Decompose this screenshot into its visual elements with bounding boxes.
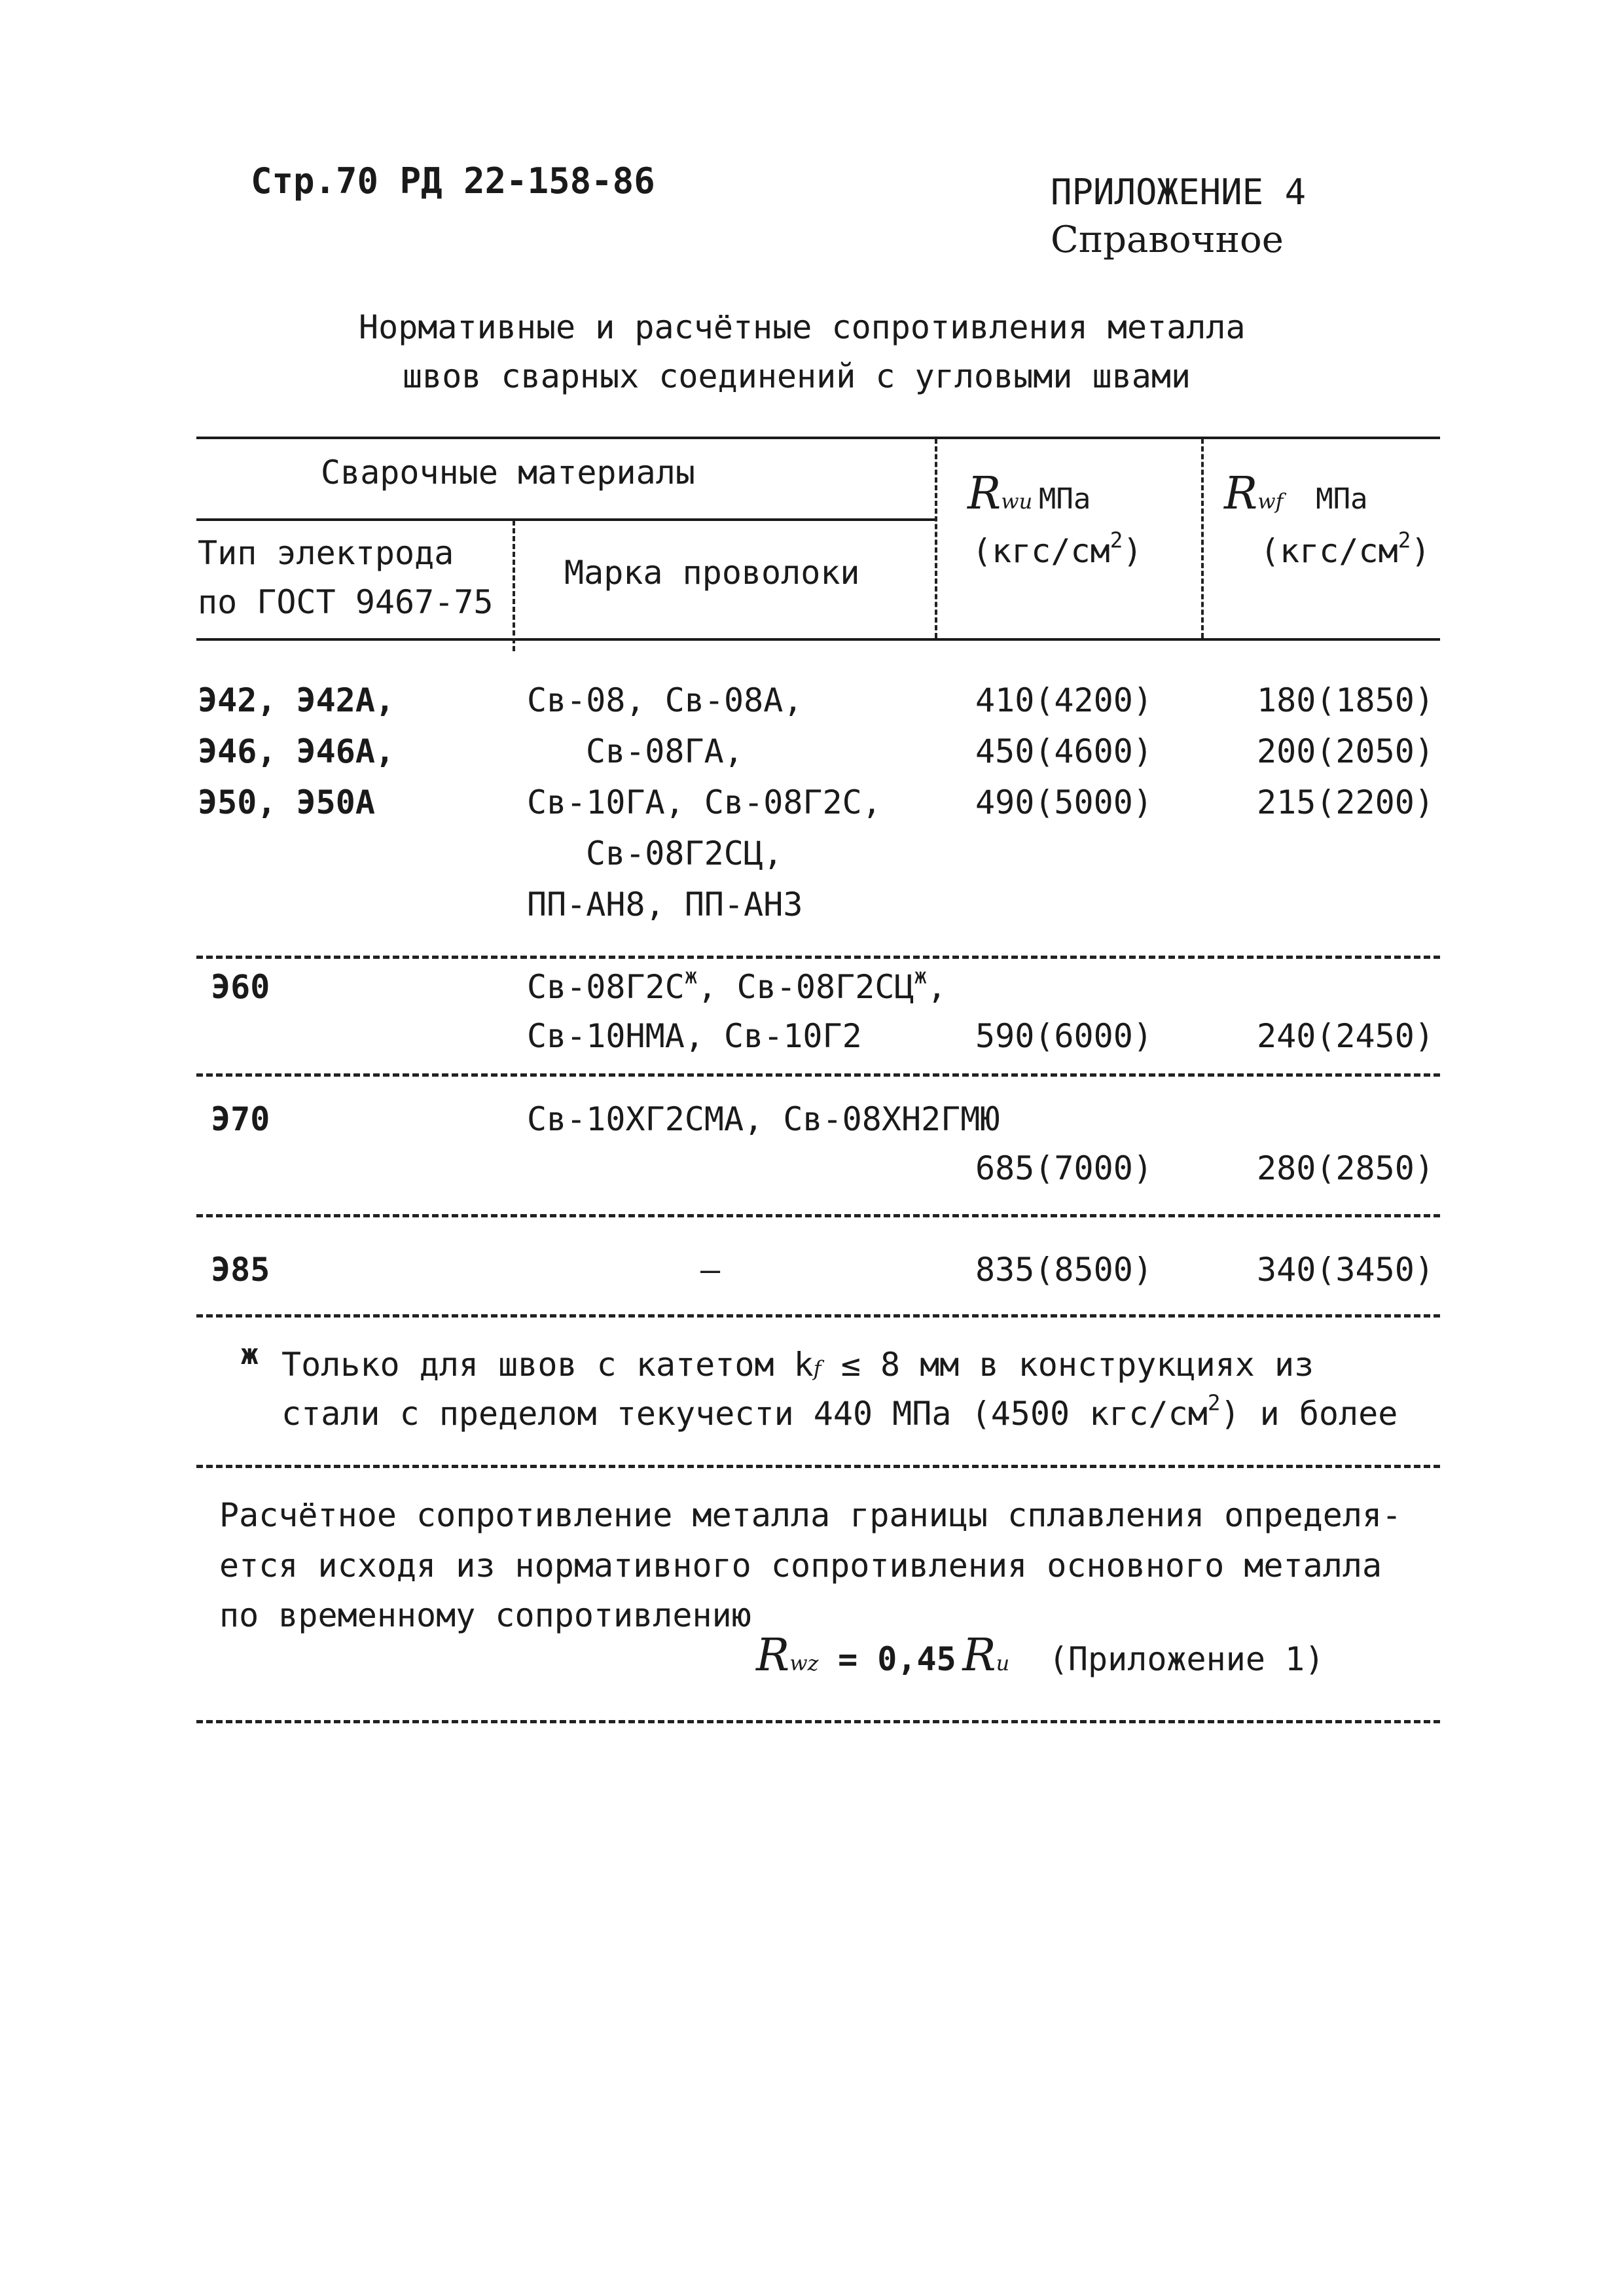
footnote-line-2: стали с пределом текучести 440 МПа (4500 кгс/$см^2$) и более xyxy=(281,1390,1398,1433)
rwu-cell: 835(8500) xyxy=(975,1251,1153,1289)
note-line-2: ется исходя из нормативного сопротивления основного металла xyxy=(219,1547,1382,1585)
group-header: Сварочные материалы xyxy=(321,454,695,492)
formula: Rwz = 0,45 Ru (Приложение 1) xyxy=(756,1630,1325,1681)
col-electrode-header-1: Тип электрода xyxy=(198,534,454,572)
wire-cell: Св-10НМА, Св-10Г2 xyxy=(527,1017,862,1055)
electrode-cell: Э70 xyxy=(211,1100,270,1138)
rwu-cell: 685(7000) xyxy=(975,1149,1153,1187)
footnote-divider xyxy=(196,1465,1440,1468)
note-line-1: Расчётное сопротивление металла границы сплавления определя- xyxy=(219,1496,1402,1534)
wire-cell: Св-08, Св-08А, xyxy=(527,681,803,719)
rwf-cell: 180(1850) xyxy=(1257,681,1434,719)
wire-cell: Св-10ХГ2СМА, Св-08ХН2ГМЮ xyxy=(527,1100,1000,1138)
appendix-label: ПРИЛОЖЕНИЕ 4 xyxy=(1051,171,1307,213)
footnote-mark: ж xyxy=(241,1338,259,1371)
wire-cell: — xyxy=(700,1251,721,1289)
wire-cell: Св-08Г2СЦ, xyxy=(586,834,784,872)
appendix-type: Справочное xyxy=(1051,219,1284,261)
footnote-mark: ж xyxy=(684,963,698,989)
col-separator-3 xyxy=(1201,439,1204,638)
electrode-cell: Э50, Э50А xyxy=(198,783,375,821)
table-top-rule xyxy=(196,437,1440,439)
title-line-1: Нормативные и расчётные сопротивления металла xyxy=(359,308,1246,346)
rwf-cell: 215(2200) xyxy=(1257,783,1434,821)
group-header-rule xyxy=(196,518,936,521)
footnote-mark: ж xyxy=(914,963,928,989)
col-rwu-unit: $(кгс/см^2)$ xyxy=(972,528,1143,570)
row-divider xyxy=(196,1314,1440,1318)
col-separator-2 xyxy=(935,439,937,638)
rwu-cell: 410(4200) xyxy=(975,681,1153,719)
electrode-cell: Э60 xyxy=(211,968,270,1006)
col-rwf-header: Rwf МПа xyxy=(1224,468,1368,520)
wire-cell: ПП-АН8, ПП-АН3 xyxy=(527,886,803,924)
col-rwf-unit: $(кгс/см^2)$ xyxy=(1260,528,1431,570)
page-reference: Стр.70 РД 22-158-86 xyxy=(251,160,655,202)
row-divider xyxy=(196,1214,1440,1217)
wire-cell: Св-10ГА, Св-08Г2С, xyxy=(527,783,882,821)
electrode-cell: Э42, Э42А, xyxy=(198,681,395,719)
rwu-cell: 590(6000) xyxy=(975,1017,1153,1055)
wire-cell: Св-08ГА, xyxy=(586,732,744,770)
row-divider xyxy=(196,1073,1440,1077)
rwf-cell: 280(2850) xyxy=(1257,1149,1434,1187)
col-wire-header: Марка проволоки xyxy=(564,554,860,592)
rwf-cell: 340(3450) xyxy=(1257,1251,1434,1289)
title-line-2: швов сварных соединений с угловыми швами xyxy=(403,357,1191,395)
footnote-line-1: Только для швов с катетом kf ≤ 8 мм в конструкциях из xyxy=(281,1346,1314,1384)
electrode-cell: Э46, Э46А, xyxy=(198,732,395,770)
electrode-cell: Э85 xyxy=(211,1251,270,1289)
header-bottom-rule xyxy=(196,638,1440,641)
rwu-cell: 450(4600) xyxy=(975,732,1153,770)
note-line-3: по временному сопротивлению xyxy=(219,1596,751,1634)
wire-cell: $Св-08Г2С^ж$, $Св-08Г2СЦ^ж$, xyxy=(527,963,947,1006)
note-divider xyxy=(196,1720,1440,1723)
col-separator-1 xyxy=(513,520,515,651)
row-divider xyxy=(196,956,1440,959)
rwf-cell: 200(2050) xyxy=(1257,732,1434,770)
rwu-cell: 490(5000) xyxy=(975,783,1153,821)
rwf-cell: 240(2450) xyxy=(1257,1017,1434,1055)
col-electrode-header-2: по ГОСТ 9467-75 xyxy=(198,583,494,621)
col-rwu-header: Rwu МПа xyxy=(967,468,1091,520)
